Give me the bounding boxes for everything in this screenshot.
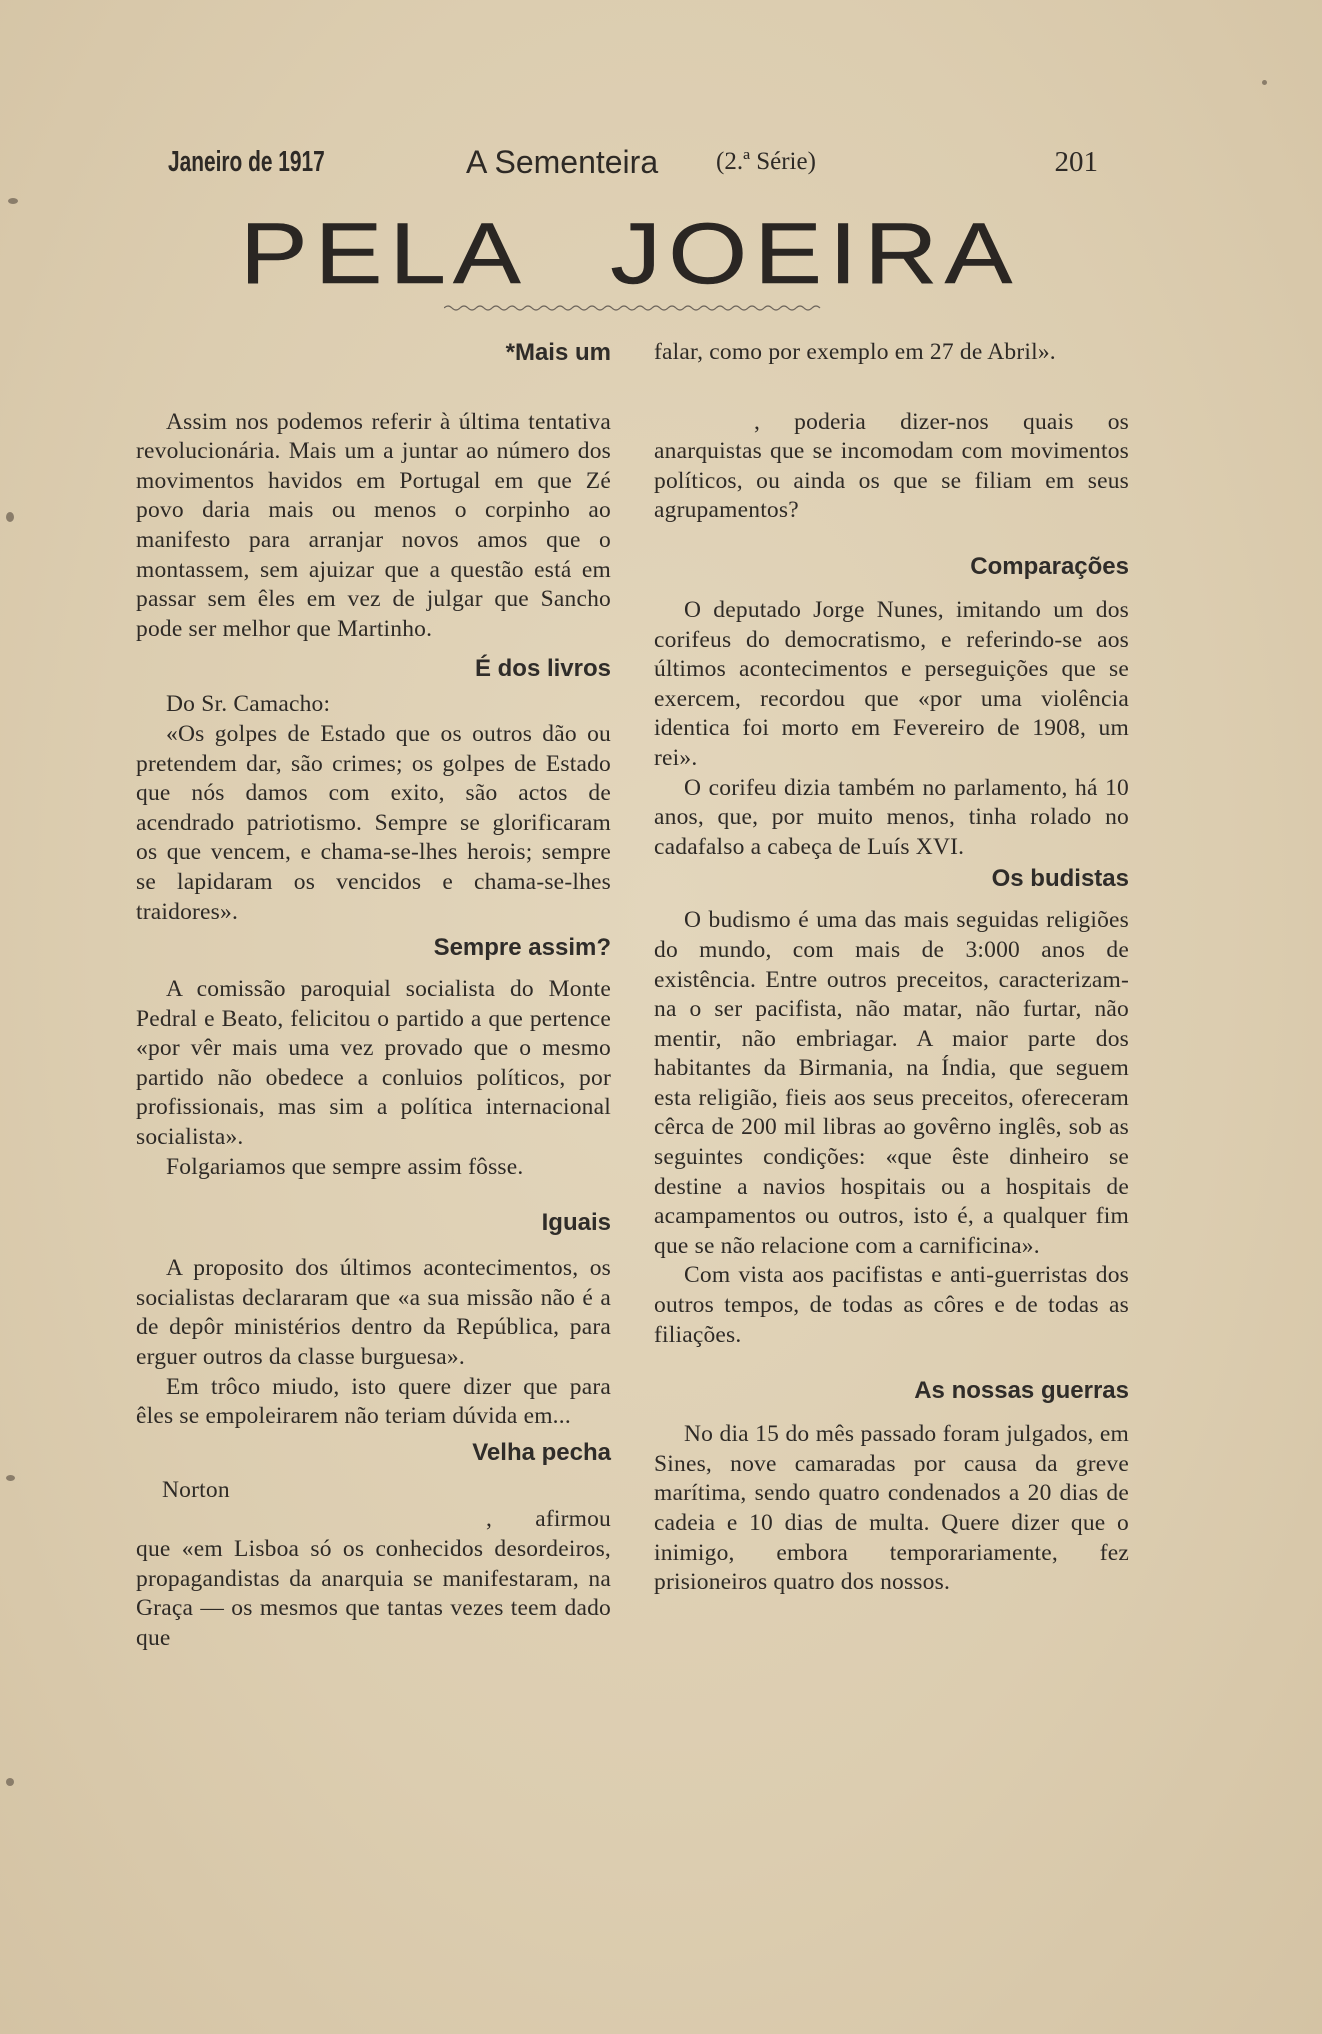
article-paragraph: Do Sr. Camacho: <box>166 691 331 718</box>
heading-sempre-assim: Sempre assim? <box>433 934 611 962</box>
paper-speck <box>6 512 14 522</box>
article-paragraph: Em trôco miudo, isto quere dizer que para êles se empoleirarem não teriam dúvida em... <box>136 1373 611 1430</box>
publication-title: A Sementeira <box>466 144 659 180</box>
running-head <box>168 146 1098 186</box>
article-paragraph: Norton <box>162 1476 230 1503</box>
heading-os-budistas: Os budistas <box>991 865 1129 893</box>
left-column <box>136 338 611 1653</box>
heading-comparacoes: Comparações <box>970 552 1129 580</box>
series-label: (2.ª Série) <box>716 148 816 175</box>
masthead-word-1: PELA <box>240 206 528 302</box>
article-paragraph: «Os golpes de Estado que os outros dão ou pretendem dar, são crimes; os golpes de Estado que nós damos com exito, são actos de acendrado patriotismo. Sempre se glorificaram os que vencem, e chama-se-lhes herois; sempre se lapidaram os vencidos e chama-se-lhes traidores». <box>136 720 611 925</box>
right-column <box>654 338 1129 1598</box>
article-paragraph: O budismo é uma das mais seguidas religiões do mundo, com mais de 3:000 anos de existência. Entre outros preceitos, caracterizam-na o ser pacifista, não matar, não furtar, não mentir, não embriagar. A maior parte dos habitantes da Birmania, na Índia, que seguem esta religião, fieis aos seus preceitos, ofereceram cêrca de 200 mil libras ao govêrno inglês, sob as seguintes condições: «que êste dinheiro se destine a navios hospitais ou a hospitais de acampamentos ou outros, isto é, a qualquer fim que se não relacione com a carnificina». <box>654 907 1129 1259</box>
heading-as-nossas-guerras: As nossas guerras <box>914 1377 1129 1405</box>
article-paragraph: Folgariamos que sempre assim fôsse. <box>166 1153 524 1180</box>
article-paragraph: No dia 15 do mês passado foram julgados, em Sines, nove camaradas por causa da greve marítima, sendo quatro condenados a 20 dias de cadeia e 10 dias de multa. Quere dizer que o inimigo, embora temporariamente, fez prisioneiros quatro dos nossos. <box>654 1421 1129 1596</box>
wavy-ornament-rule <box>444 304 824 316</box>
article-paragraph: , poderia dizer-nos quais os anarquistas que se incomodam com movimentos políticos, ou ainda os que se filiam em seus agrupamentos? <box>654 408 1129 524</box>
article-paragraph: A comissão paroquial socialista do Monte Pedral e Beato, felicitou o partido a que pertence «por vêr mais uma vez provado que o mesmo partido não obedece a conluios políticos, por profissionais, mas sim a política internacional socialista». <box>136 976 611 1151</box>
paper-speck <box>8 198 18 204</box>
heading-iguais: Iguais <box>541 1209 611 1237</box>
paper-speck <box>6 1475 15 1481</box>
article-paragraph: A proposito dos últimos acontecimentos, os socialistas declararam que «a sua missão não é a de depôr ministérios dentro da República, para erguer outros da classe burguesa». <box>136 1255 611 1371</box>
paper-speck <box>6 1778 14 1786</box>
page-number: 201 <box>1054 146 1098 178</box>
section-masthead <box>240 206 1231 302</box>
heading-e-dos-livros: É dos livros <box>474 655 611 683</box>
heading-mais-um: *Mais um <box>505 339 611 366</box>
article-paragraph: O corifeu dizia também no parlamento, há 10 anos, que, por muito menos, tinha rolado no cadafalso a cabeça de Luís XVI. <box>654 774 1129 860</box>
heading-velha-pecha: Velha pecha <box>472 1438 611 1466</box>
article-paragraph: O deputado Jorge Nunes, imitando um dos corifeus do democratismo, e referindo-se aos últimos acontecimentos e perseguições que se exercem, recordou que «por uma violência identica foi morto em Fevereiro de 1908, um rei». <box>654 596 1129 771</box>
paper-speck <box>1262 80 1267 85</box>
article-paragraph: falar, como por exemplo em 27 de Abril». <box>654 339 1056 365</box>
masthead-word-2: JOEIRA <box>610 206 1020 302</box>
article-paragraph: Assim nos podemos referir à última tentativa revolucionária. Mais um a juntar ao número dos movimentos havidos em Portugal em que Zé povo daria mais ou menos o corpinho ao manifesto para arranjar novos amos que o montassem, sem ajuizar que a questão está em passar sem êles em vez de julgar que Sancho pode ser melhor que Martinho. <box>136 408 611 642</box>
issue-date: Janeiro de 1917 <box>168 146 325 178</box>
article-paragraph: Com vista aos pacifistas e anti-guerristas dos outros tempos, de todas as côres e de todas as filiações. <box>654 1262 1129 1348</box>
article-paragraph: , afirmou que «em Lisboa só os conhecidos desordeiros, propagandistas da anarquia se manifestaram, na Graça — os mesmos que tantas vezes teem dado que <box>136 1506 611 1651</box>
